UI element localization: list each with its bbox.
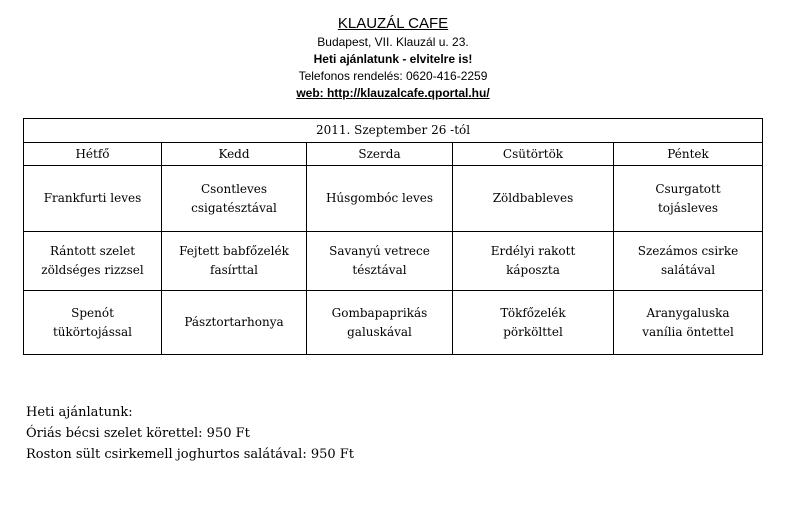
weekly-menu-table <box>23 118 763 355</box>
menu-cell: Gombapaprikás galuskával <box>307 291 453 355</box>
menu-cell: Savanyú vetrece tésztával <box>307 232 453 291</box>
offer-item: Roston sült csirkemell joghurtos salátával: 950 Ft <box>26 447 355 462</box>
offers-heading: Heti ajánlatunk: <box>26 405 133 420</box>
web-link[interactable]: web: http://klauzalcafe.qportal.hu/ <box>296 86 490 100</box>
day-friday: Péntek <box>614 143 763 166</box>
week-row <box>24 119 763 143</box>
menu-cell: Tökfőzelék pörkölttel <box>453 291 614 355</box>
cafe-address: Budapest, VII. Klauzál u. 23. <box>317 35 469 49</box>
menu-row <box>24 166 763 232</box>
menu-row <box>24 232 763 291</box>
menu-cell: Fejtett babfőzelék fasírttal <box>162 232 307 291</box>
offer-item: Óriás bécsi szelet körettel: 950 Ft <box>26 426 250 441</box>
menu-row <box>24 291 763 355</box>
menu-cell: Zöldbableves <box>453 166 614 232</box>
offer-note: Heti ajánlatunk - elvitelre is! <box>313 52 473 66</box>
menu-cell: Aranygaluska vanília öntettel <box>614 291 763 355</box>
cafe-header <box>0 14 786 102</box>
phone-line: Telefonos rendelés: 0620-416-2259 <box>298 69 488 83</box>
menu-cell: Frankfurti leves <box>24 166 162 232</box>
day-header-row <box>24 143 763 166</box>
menu-cell: Pásztortarhonya <box>162 291 307 355</box>
day-tuesday: Kedd <box>162 143 307 166</box>
menu-cell: Spenót tükörtojással <box>24 291 162 355</box>
day-wednesday: Szerda <box>307 143 453 166</box>
menu-cell: Csurgatott tojásleves <box>614 166 763 232</box>
menu-cell: Erdélyi rakott káposzta <box>453 232 614 291</box>
day-monday: Hétfő <box>24 143 162 166</box>
day-thursday: Csütörtök <box>453 143 614 166</box>
weekly-offers <box>26 402 354 465</box>
menu-cell: Csontleves csigatésztával <box>162 166 307 232</box>
menu-cell: Szezámos csirke salátával <box>614 232 763 291</box>
week-label: 2011. Szeptember 26 -tól <box>24 119 763 143</box>
menu-cell: Rántott szelet zöldséges rizzsel <box>24 232 162 291</box>
menu-cell: Húsgombóc leves <box>307 166 453 232</box>
cafe-title: KLAUZÁL CAFE <box>337 15 449 32</box>
